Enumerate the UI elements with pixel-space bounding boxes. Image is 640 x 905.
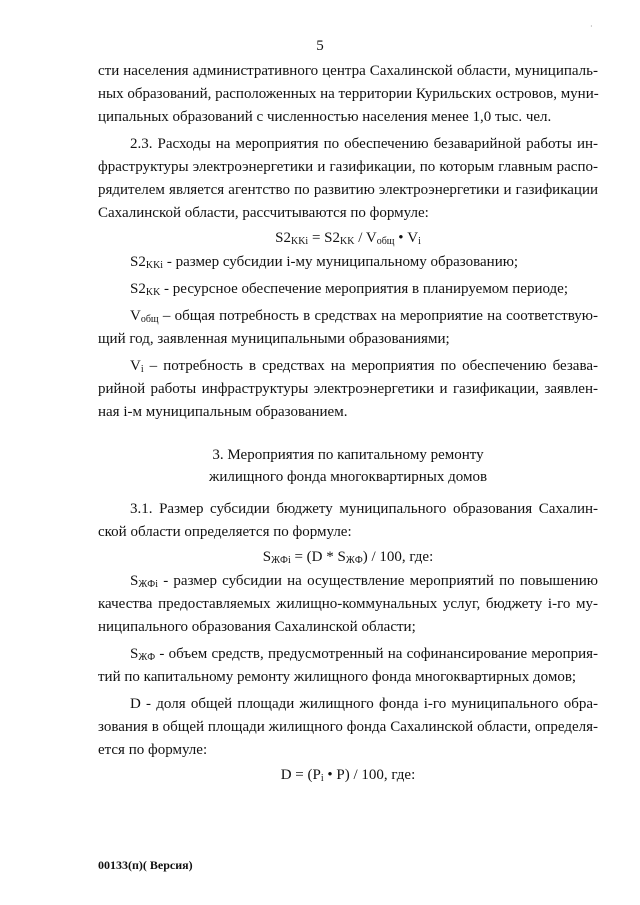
definition-szhf: $S_{ЖФ}$ - объем средств, предусмотренный на софинансирование мероприя- bbox=[130, 646, 598, 663]
document-body bbox=[98, 60, 598, 788]
definition-vi: $V_i$ – потребность в средствах на мероприятия по обеспечению безава- bbox=[130, 358, 598, 375]
text-line: зования в общей площади жилищного фонда Сахалинской области, определя- bbox=[98, 719, 598, 735]
definition-vobsh: $V_{общ}$ – общая потребность в средствах на мероприятие на соответствую- bbox=[130, 308, 598, 325]
text-line: ниципального образования Сахалинской области; bbox=[98, 619, 416, 635]
text-line: качества предоставляемых жилищно-коммунальных услуг, бюджету i-го му- bbox=[98, 596, 598, 612]
section-title: 3. Мероприятия по капитальному ремонту bbox=[212, 447, 484, 463]
formula-szhfi: $S_{ЖФi} = (D * S_{ЖФ}) / 100$, где: bbox=[262, 549, 434, 566]
definition-szhfi: $S_{ЖФi}$ - размер субсидии на осуществление мероприятий по повышению bbox=[130, 573, 598, 590]
document-footer-code: 00133(п)( Версия) bbox=[98, 858, 193, 872]
section-subtitle: жилищного фонда многоквартирных домов bbox=[208, 469, 488, 485]
formula-s2kki: $S2_{KKi} = S2_{KK} / V_{общ}$ • $V_i$ bbox=[275, 230, 421, 247]
text-line: рядителем является агентство по развитию электроэнергетики и газификации bbox=[98, 182, 598, 198]
text-line: ется по формуле: bbox=[98, 742, 208, 758]
corner-mark: · bbox=[590, 22, 593, 31]
text-line: сти населения административного центра Сахалинской области, муниципаль- bbox=[98, 63, 598, 79]
text-line: 2.3. Расходы на мероприятия по обеспечению безаварийной работы ин- bbox=[130, 136, 598, 152]
text-line: 3.1. Размер субсидии бюджету муниципального образования Сахалин- bbox=[130, 501, 598, 517]
text-line: фраструктуры электроэнергетики и газификации, по которым главным распо- bbox=[98, 159, 598, 175]
text-line: щий год, заявленная муниципальными образованиями; bbox=[98, 331, 450, 347]
text-line: рийной работы инфраструктуры электроэнергетики и газификации, заявлен- bbox=[98, 381, 598, 397]
text-line: ской области определяется по формуле: bbox=[98, 524, 352, 540]
text-line: ципальных образований с численностью населения менее 1,0 тыс. чел. bbox=[98, 109, 552, 125]
text-line: Сахалинской области, рассчитываются по формуле: bbox=[98, 205, 429, 221]
text-line: ная i-м муниципальным образованием. bbox=[98, 404, 348, 420]
page-number: 5 bbox=[316, 38, 324, 54]
definition-s2kki: $S2_{KKi}$ - размер субсидии i-му муниципальному образованию; bbox=[130, 254, 519, 271]
text-line: тий по капитальному ремонту жилищного фонда многоквартирных домов; bbox=[98, 669, 577, 685]
definition-d: D - доля общей площади жилищного фонда i-го муниципального обра- bbox=[130, 696, 598, 712]
definition-s2kk: $S2_{KK}$ - ресурсное обеспечение мероприятия в планируемом периоде; bbox=[130, 281, 568, 298]
text-line: ных образований, расположенных на территории Курильских островов, муни- bbox=[98, 86, 599, 102]
formula-d: $D = (P_i$ • P) / 100, где: bbox=[280, 767, 416, 784]
